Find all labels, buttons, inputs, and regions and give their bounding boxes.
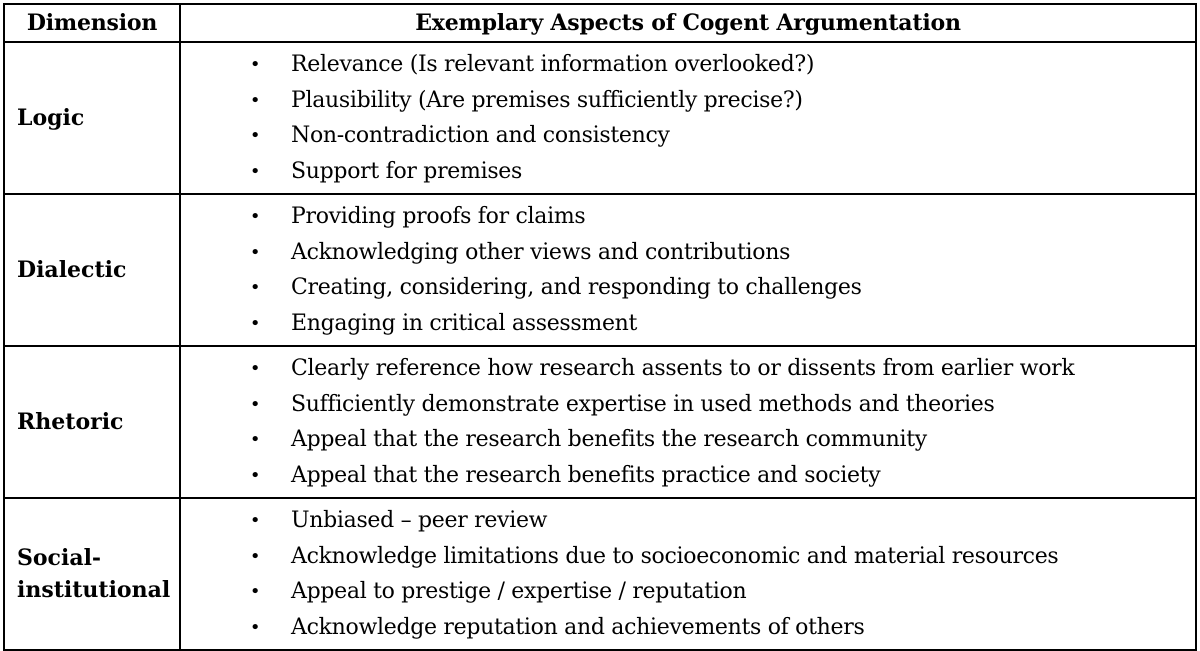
aspect-text: Unbiased – peer review [291,508,548,533]
aspect-text: Non-contradiction and consistency [291,123,670,148]
header-dimension: Dimension [4,4,180,42]
list-item [181,118,1195,154]
list-item [181,539,1195,575]
bullet-icon: • [249,393,261,415]
aspect-text: Providing proofs for claims [291,204,586,229]
bullet-icon: • [249,429,261,450]
dimension-cell: Logic [4,42,180,194]
aspects-cell [180,346,1196,498]
aspect-text: Sufficiently demonstrate expertise in used methods and theories [291,391,995,417]
aspect-text: Engaging in critical assessment [291,310,638,336]
table-container [3,3,1197,651]
aspect-text: Relevance (Is relevant information overlooked?) [291,52,815,77]
list-item [181,154,1195,190]
aspect-text: Acknowledge limitations due to socioeconomic and material resources [291,543,1059,569]
aspect-text: Appeal that the research benefits practice and society [291,462,881,488]
list-item [181,83,1195,119]
argumentation-table [3,3,1197,651]
bullet-icon: • [249,581,261,602]
aspect-list [181,351,1195,493]
table-row-rhetoric [4,346,1196,498]
bullet-icon: • [249,312,261,334]
list-item [181,235,1195,271]
dimension-cell [4,498,180,650]
list-item [181,503,1195,539]
bullet-icon: • [249,358,261,379]
bullet-icon: • [249,510,261,531]
table-row-dialectic [4,194,1196,346]
list-item [181,387,1195,423]
bullet-icon: • [249,277,261,298]
aspect-list [181,503,1195,645]
dimension-line: Social- [17,545,102,571]
bullet-icon: • [249,89,261,111]
bullet-icon: • [249,241,261,263]
list-item [181,422,1195,458]
bullet-icon: • [249,160,261,182]
aspect-text: Appeal that the research benefits the research community [291,427,927,452]
table-row-social-institutional [4,498,1196,650]
aspects-cell [180,42,1196,194]
list-item [181,199,1195,235]
dimension-line: institutional [17,577,171,603]
aspects-cell [180,194,1196,346]
aspect-text: Clearly reference how research assents to or dissents from earlier work [291,356,1075,381]
list-item [181,270,1195,306]
aspect-text: Appeal to prestige / expertise / reputation [291,579,747,604]
header-row [4,4,1196,42]
list-item [181,306,1195,342]
aspects-cell [180,498,1196,650]
list-item [181,47,1195,83]
bullet-icon: • [249,125,261,146]
aspect-list [181,199,1195,341]
list-item [181,458,1195,494]
list-item [181,574,1195,610]
table-row-logic [4,42,1196,194]
bullet-icon: • [249,616,261,638]
bullet-icon: • [249,206,261,227]
aspect-text: Acknowledge reputation and achievements of others [291,614,865,640]
dimension-cell: Dialectic [4,194,180,346]
list-item [181,351,1195,387]
header-aspects: Exemplary Aspects of Cogent Argumentation [180,4,1196,42]
bullet-icon: • [249,464,261,486]
aspect-text: Support for premises [291,158,523,184]
aspect-text: Acknowledging other views and contributions [291,239,791,265]
dimension-cell: Rhetoric [4,346,180,498]
bullet-icon: • [249,545,261,567]
bullet-icon: • [249,54,261,75]
aspect-text: Plausibility (Are premises sufficiently precise?) [291,87,803,113]
aspect-text: Creating, considering, and responding to challenges [291,275,862,300]
aspect-list [181,47,1195,189]
